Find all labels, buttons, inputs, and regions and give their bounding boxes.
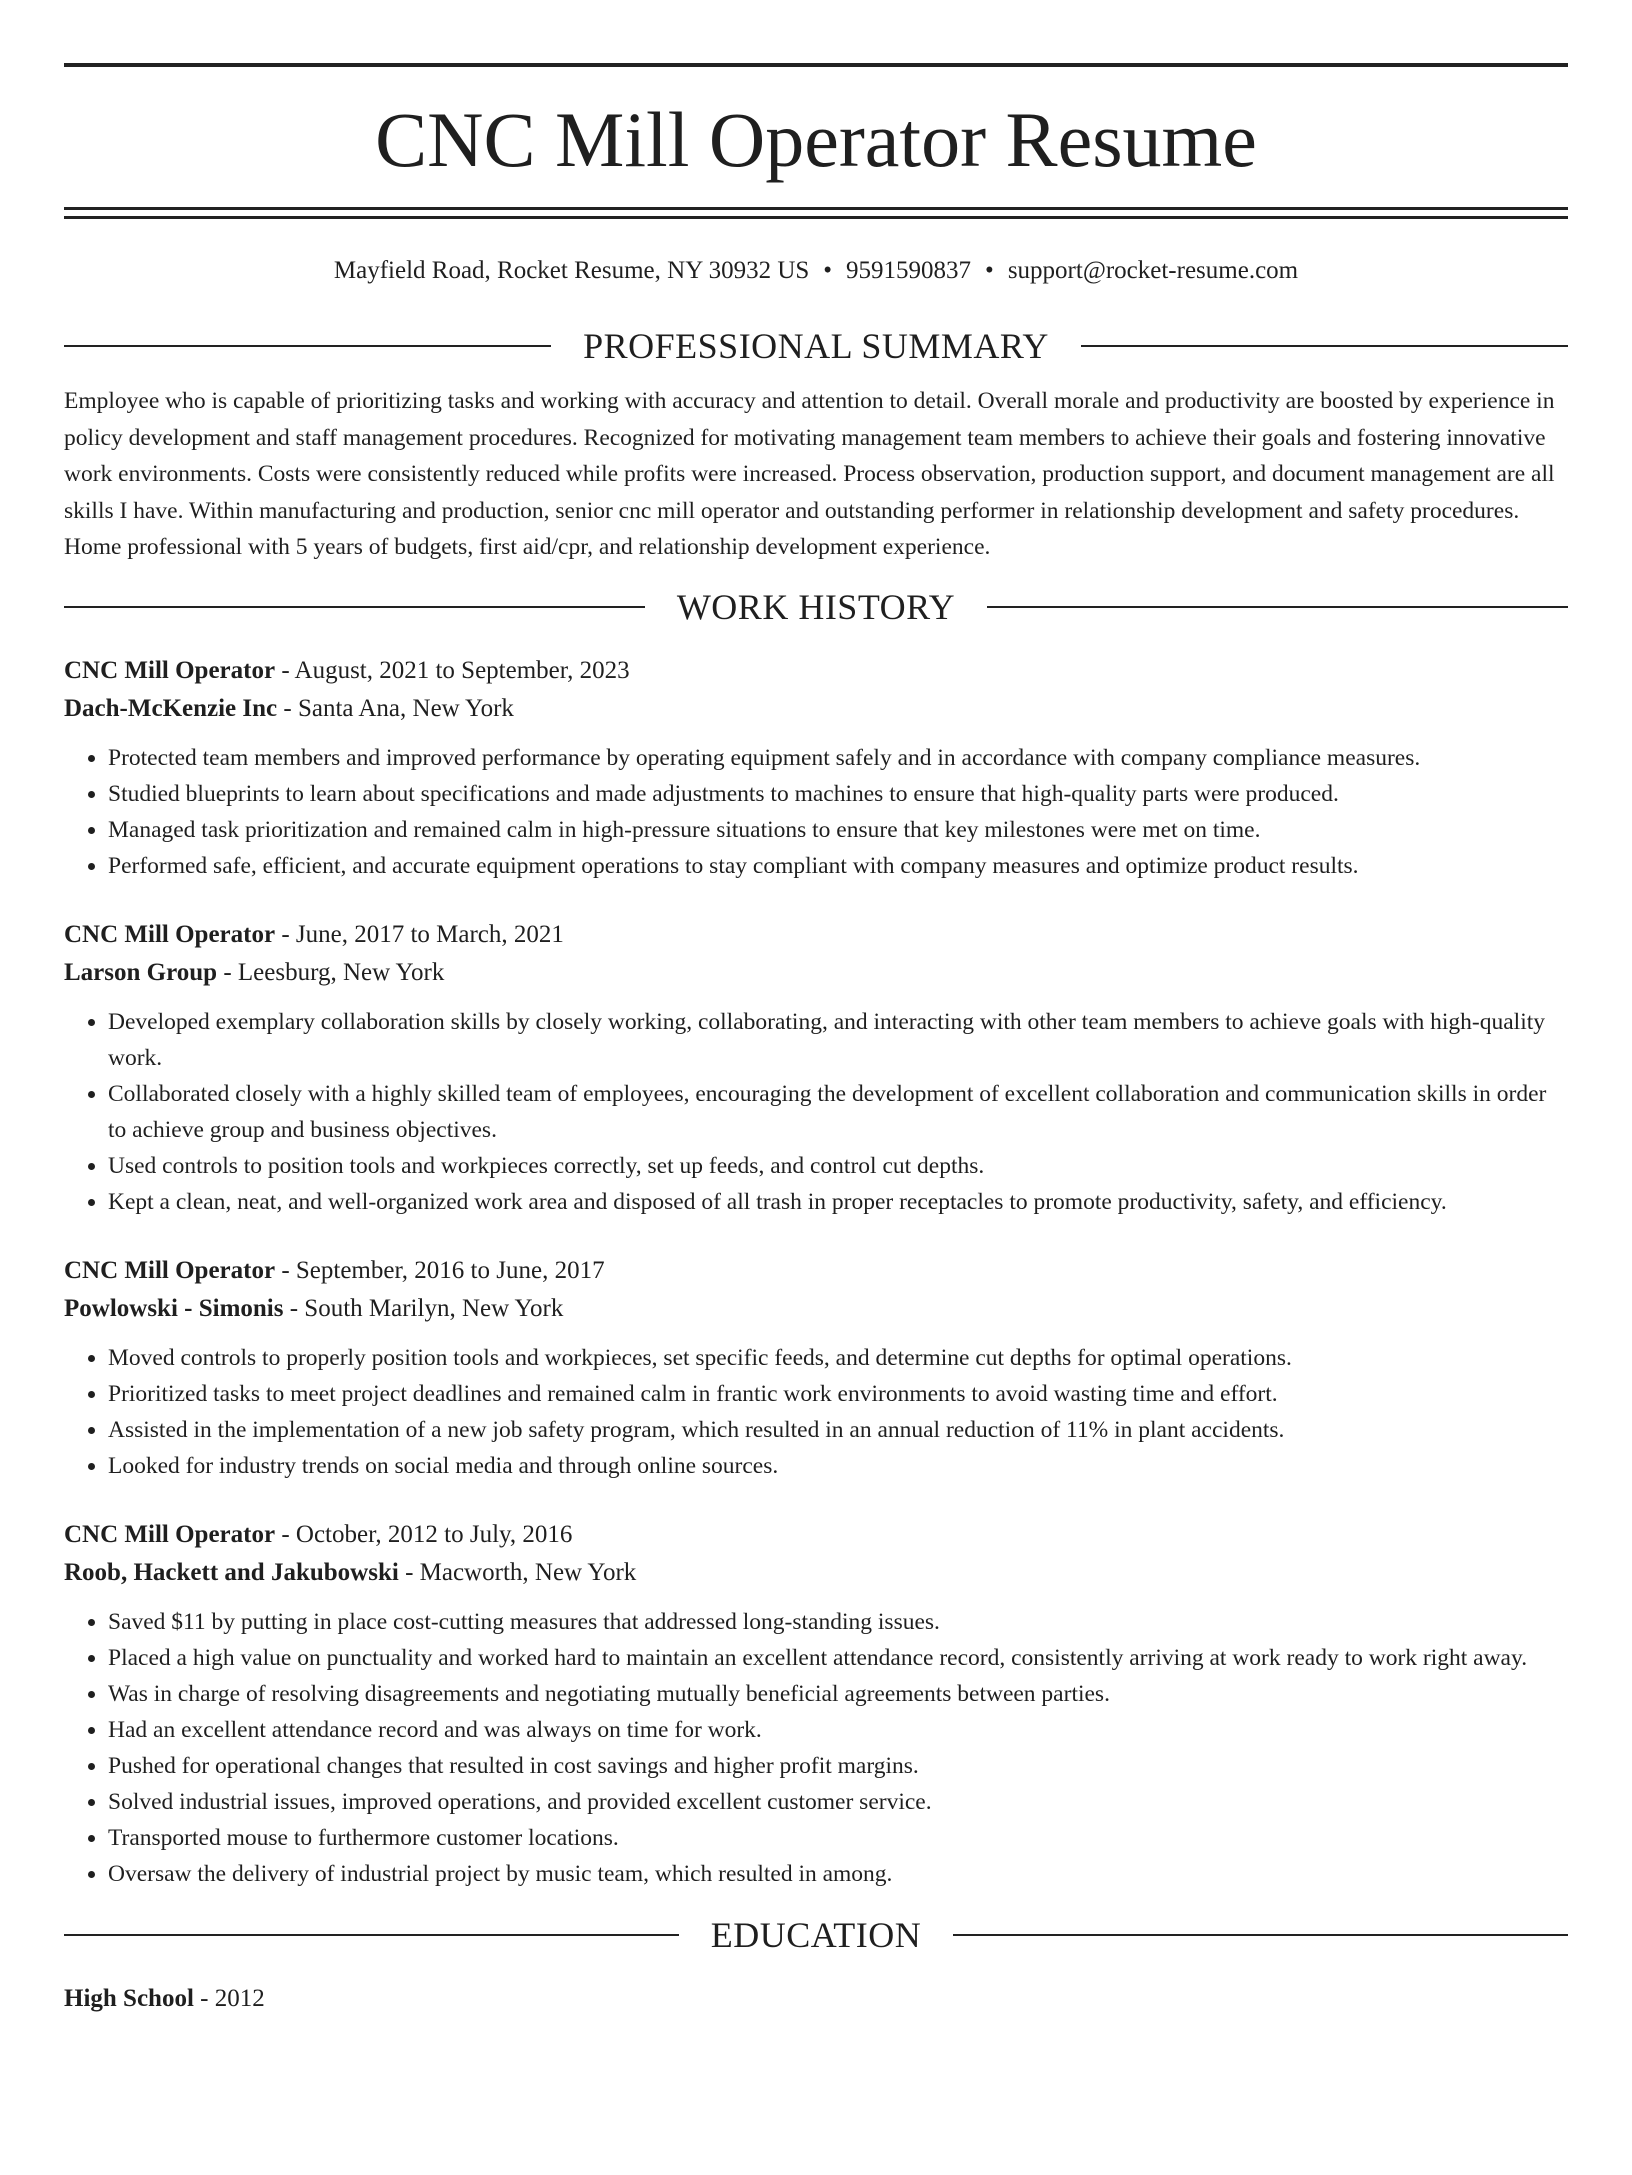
- job-entry: [64, 1252, 1568, 1484]
- summary-heading-label: PROFESSIONAL SUMMARY: [583, 326, 1049, 366]
- job-title: CNC Mill Operator: [64, 1256, 276, 1284]
- job-bullet: • Solved industrial issues, improved operations, and provided excellent customer service.: [108, 1784, 1568, 1820]
- job-company-line: [64, 1290, 1568, 1328]
- job-dates: - October, 2012 to July, 2016: [275, 1520, 573, 1548]
- job-entry: [64, 652, 1568, 884]
- job-company: Roob, Hackett and Jakubowski: [64, 1558, 399, 1586]
- job-bullets: [64, 1604, 1568, 1892]
- education-entry: [64, 1980, 1568, 2018]
- job-title-line: [64, 652, 1568, 690]
- job-title-line: [64, 1516, 1568, 1554]
- job-title: CNC Mill Operator: [64, 656, 276, 684]
- job-bullet: • Looked for industry trends on social media and through online sources.: [108, 1448, 1568, 1484]
- job-bullet: • Studied blueprints to learn about specifications and made adjustments to machines to ensure that high-quality parts were produced.: [108, 776, 1568, 812]
- job-bullet: • Was in charge of resolving disagreements and negotiating mutually beneficial agreements between parties.: [108, 1676, 1568, 1712]
- job-location: - Leesburg, New York: [217, 958, 445, 986]
- job-bullet: • Performed safe, efficient, and accurate equipment operations to stay compliant with company measures and optimize product results.: [108, 848, 1568, 884]
- contact-separator: •: [823, 257, 833, 284]
- work-history-heading: [64, 586, 1568, 628]
- job-company-line: [64, 690, 1568, 728]
- heading-rule-left: [64, 606, 645, 608]
- contact-line: [64, 257, 1568, 291]
- job-company: Powlowski - Simonis: [64, 1294, 284, 1322]
- job-bullet: • Managed task prioritization and remained calm in high-pressure situations to ensure that key milestones were met on time.: [108, 812, 1568, 848]
- education-list: [64, 1980, 1568, 2018]
- education-degree: High School: [64, 1984, 194, 2012]
- work-history-list: [64, 652, 1568, 1892]
- job-company-line: [64, 1554, 1568, 1592]
- job-bullet: • Saved $11 by putting in place cost-cutting measures that addressed long-standing issues.: [108, 1604, 1568, 1640]
- job-entry: [64, 1516, 1568, 1892]
- heading-rule-right: [1081, 345, 1568, 347]
- job-location: - South Marilyn, New York: [283, 1294, 564, 1322]
- heading-rule-right: [987, 606, 1568, 608]
- heading-rule-right: [953, 1934, 1568, 1936]
- job-bullet: • Protected team members and improved performance by operating equipment safely and in accordance with company compliance measures.: [108, 740, 1568, 776]
- resume-page: [0, 63, 1632, 2018]
- job-dates: - June, 2017 to March, 2021: [275, 920, 564, 948]
- job-bullet: • Pushed for operational changes that resulted in cost savings and higher profit margins.: [108, 1748, 1568, 1784]
- job-title-line: [64, 1252, 1568, 1290]
- contact-separator: •: [985, 257, 994, 284]
- job-bullets: [64, 1340, 1568, 1484]
- job-bullet: • Transported mouse to furthermore customer locations.: [108, 1820, 1568, 1856]
- top-rule: [64, 63, 1568, 67]
- job-bullet: • Prioritized tasks to meet project deadlines and remained calm in frantic work environments to avoid wasting time and effort.: [108, 1376, 1568, 1412]
- heading-rule-left: [64, 1934, 679, 1936]
- resume-title: CNC Mill Operator Resume: [375, 96, 1257, 183]
- job-bullet: • Assisted in the implementation of a new job safety program, which resulted in an annual reduction of 11% in plant accidents.: [108, 1412, 1568, 1448]
- job-bullet: • Placed a high value on punctuality and worked hard to maintain an excellent attendance record, consistently arriving at work ready to work right away.: [108, 1640, 1568, 1676]
- job-company: Larson Group: [64, 958, 218, 986]
- job-dates: - August, 2021 to September, 2023: [275, 656, 630, 684]
- summary-heading: [64, 325, 1568, 367]
- job-title: CNC Mill Operator: [64, 1520, 276, 1548]
- education-heading: [64, 1914, 1568, 1956]
- job-bullet: • Kept a clean, neat, and well-organized work area and disposed of all trash in proper receptacles to promote productivity, safety, and efficiency.: [108, 1184, 1568, 1220]
- contact-address: Mayfield Road, Rocket Resume, NY 30932 US: [333, 257, 810, 284]
- summary-text: Employee who is capable of prioritizing tasks and working with accuracy and attention to detail. Overall morale and productivity are boosted by experience in policy development and staff management procedures. Recognized for motivating management team members to achieve their goals and fostering innovative work environments. Costs were consistently reduced while profits were increased. Process observation, production support, and document management are all skills I have. Within manufacturing and production, senior cnc mill operator and outstanding performer in relationship development and safety procedures. Home professional with 5 years of budgets, first aid/cpr, and relationship development experience.: [64, 388, 1555, 560]
- job-location: - Macworth, New York: [398, 1558, 637, 1586]
- job-bullet: • Used controls to position tools and workpieces correctly, set up feeds, and control cut depths.: [108, 1148, 1568, 1184]
- contact-email: support@rocket-resume.com: [1007, 257, 1299, 284]
- job-bullet: • Moved controls to properly position tools and workpieces, set specific feeds, and determine cut depths for optimal operations.: [108, 1340, 1568, 1376]
- education-heading-label: EDUCATION: [710, 1914, 922, 1955]
- job-bullet: • Had an excellent attendance record and was always on time for work.: [108, 1712, 1568, 1748]
- job-bullet: • Collaborated closely with a highly skilled team of employees, encouraging the development of excellent collaboration and communication skills in order to achieve group and business objectives.: [108, 1076, 1568, 1148]
- heading-rule-left: [64, 345, 551, 347]
- job-company: Dach-McKenzie Inc: [64, 694, 278, 722]
- title-double-rule: [64, 207, 1568, 219]
- job-bullet: • Oversaw the delivery of industrial project by music team, which resulted in among.: [108, 1856, 1568, 1892]
- job-entry: [64, 916, 1568, 1220]
- work-history-heading-label: WORK HISTORY: [676, 586, 956, 627]
- job-title-line: [64, 916, 1568, 954]
- job-title: CNC Mill Operator: [64, 920, 276, 948]
- job-dates: - September, 2016 to June, 2017: [275, 1256, 605, 1284]
- job-company-line: [64, 954, 1568, 992]
- job-bullet: • Developed exemplary collaboration skills by closely working, collaborating, and interacting with other team members to achieve goals with high-quality work.: [108, 1004, 1568, 1076]
- job-location: - Santa Ana, New York: [277, 694, 514, 722]
- contact-phone: 9591590837: [846, 257, 972, 284]
- education-year: - 2012: [193, 1984, 265, 2012]
- job-bullets: [64, 740, 1568, 884]
- job-bullets: [64, 1004, 1568, 1220]
